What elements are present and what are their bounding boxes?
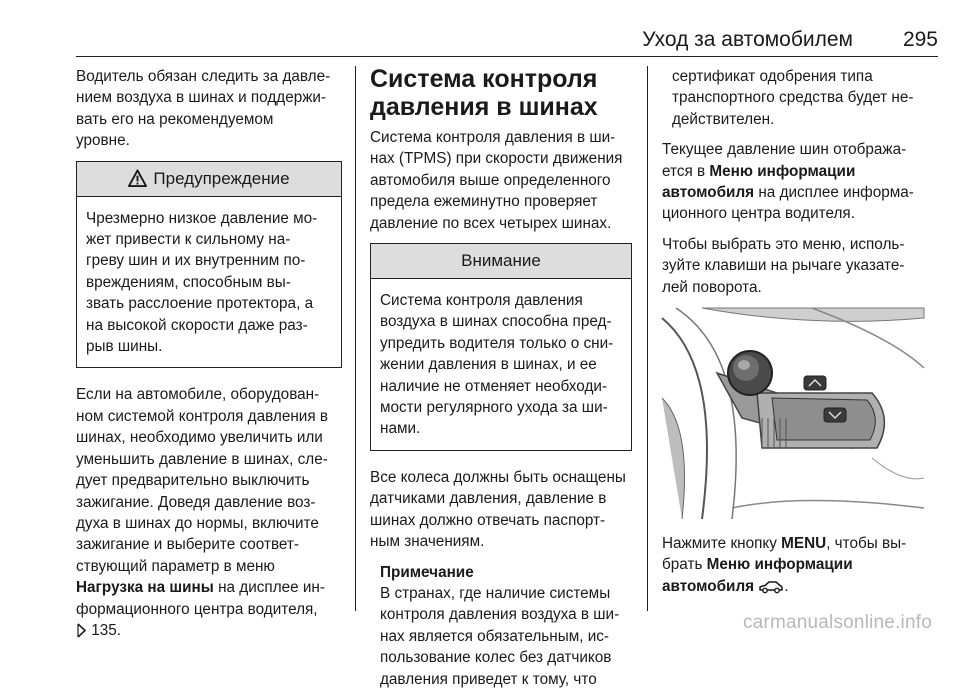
- caution-title: Внимание: [461, 251, 541, 271]
- current-pressure-paragraph: Текущее давление шин отобража- ется в Меню информации автомобиля на дисплее информа- ционного центра водителя.: [662, 141, 914, 223]
- menu-button-label: MENU: [781, 535, 827, 553]
- menu-item-vehicle-info: Меню информации: [709, 162, 856, 180]
- page-number: 295: [902, 28, 938, 51]
- warning-text: Чрезмерно низкое давление мо- жет привести к сильному на- греву шин и их внутренним по- вреждениям, способным вы- звать расслоение протектора, а на высокой скорости даже раз- рыв шины.: [86, 209, 318, 356]
- page-reference-arrow-icon: [76, 623, 87, 638]
- page-header: [0, 0, 960, 58]
- caution-header: [371, 244, 631, 279]
- header-divider: [76, 56, 938, 57]
- select-menu-paragraph: Чтобы выбрать это меню, исполь- зуйте клавиши на рычаге указате- лей поворота.: [662, 235, 905, 296]
- watermark: carmanualsonline.info: [742, 612, 932, 633]
- menu-item-tire-load: Нагрузка на шины: [76, 579, 214, 597]
- intro-paragraph: Водитель обязан следить за давле- нием воздуха в шинах и поддержи- вать его на рекомендуемом уровне.: [76, 68, 331, 150]
- column-divider-1: [355, 66, 356, 611]
- car-icon: [758, 580, 784, 594]
- warning-title: Предупреждение: [153, 168, 290, 188]
- caution-box: [370, 243, 632, 451]
- turn-signal-lever-illustration: [662, 308, 924, 519]
- section-title: Система контроля давления в шинах: [370, 65, 598, 121]
- note-continuation: сертификат одобрения типа транспортного средства будет не- действителен.: [672, 68, 914, 128]
- tpms-intro-paragraph: Система контроля давления в ши- нах (TPMS) при скорости движения автомобиля выше определенного предела ежеминутно проверяет давление по всех четырех шинах.: [370, 129, 623, 232]
- pressure-adjust-paragraph: Если на автомобиле, оборудован- ном системой контроля давления в шинах, необходимо увеличить или уменьшить давление в шинах, сле- дует предварительно выключить зажигание. Доведя давление воз- духа в шинах до нормы, включите зажигание и выберите соответ- ствующий параметр в меню Нагрузка на шины на дисплее ин- формационного центра водителя, 135.: [76, 386, 328, 639]
- column-1: [76, 66, 342, 650]
- page-reference-link[interactable]: 135.: [91, 621, 122, 639]
- warning-triangle-icon: [128, 169, 147, 188]
- warning-box: [76, 161, 342, 369]
- warning-header: [77, 162, 341, 197]
- lever-drawing: [662, 308, 924, 519]
- column-2: [370, 66, 632, 690]
- sensors-paragraph: Все колеса должны быть оснащены датчиками давления, давление в шинах должно отвечать паспорт- ным значениям.: [370, 468, 626, 551]
- press-menu-paragraph: Нажмите кнопку MENU, чтобы вы- брать Меню информации автомобиля .: [662, 535, 907, 595]
- note-block: Примечание В странах, где наличие системы контроля давления воздуха в ши- нах является обязательным, ис- пользование колес без датчиков давления приведет к тому, что: [370, 562, 632, 690]
- chapter-title: Уход за автомобилем: [642, 28, 853, 51]
- note-title: Примечание: [380, 563, 474, 581]
- caution-text: Система контроля давления воздуха в шинах способна пред- упредить водителя только о сни- жении давления в шинах, и ее наличие не отменяет необходи- мости регулярного ухода за ши- нами.: [380, 292, 614, 438]
- column-3: [662, 66, 924, 606]
- column-divider-2: [647, 66, 648, 611]
